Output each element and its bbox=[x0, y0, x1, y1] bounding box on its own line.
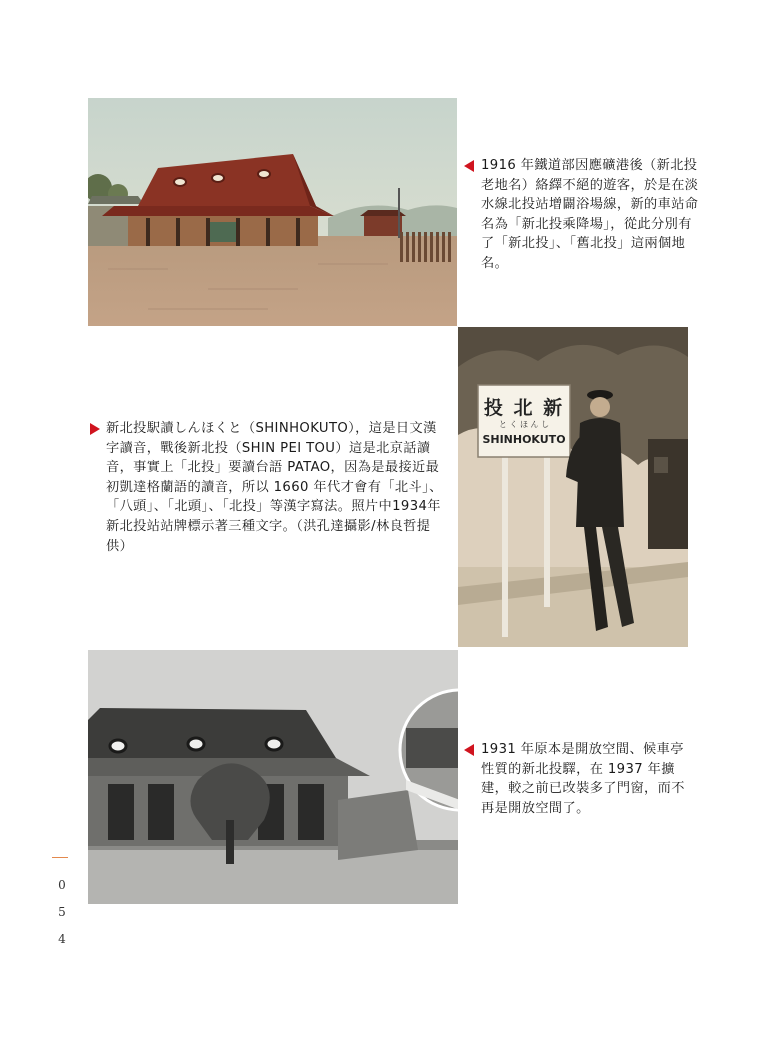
photo-1937-station bbox=[88, 650, 458, 904]
page-number-digit: 5 bbox=[58, 905, 66, 919]
caption-1916 bbox=[464, 156, 702, 274]
station-sign-romaji: SHINHOKUTO bbox=[482, 433, 566, 446]
red-pointer-left-icon bbox=[464, 160, 474, 172]
station-sign-kana: と く ほ ん し bbox=[498, 420, 550, 429]
red-pointer-left-icon bbox=[464, 744, 474, 756]
station-sign-kanji: 投 北 新 bbox=[483, 397, 565, 419]
photo-1934-sign-portrait bbox=[458, 327, 688, 647]
caption-shinhokuto-text: 新北投駅讀しんほくと（SHINHOKUTO），這是日文漢字讀音，戰後新北投（SHIN PEI TOU）這是北京話讀音，事實上「北投」要讀台語 PATAO，因為是最接近最初凱達格蘭語的讀音，所以 1660 年代才會有「北斗」、「八頭」、「北頭」、「北投」等漢字寫法。照片中1934年新北投站站牌標示著三種文字。（洪孔達攝影/林良哲提供） bbox=[106, 421, 443, 554]
caption-1916-text: 1916 年鐵道部因應礦港後（新北投老地名）絡繹不絕的遊客，於是在淡水線北投站增闢浴場線，新的車站命名為「新北投乘降場」，從此分別有了「新北投」、「舊北投」這兩個地名。 bbox=[481, 158, 699, 271]
caption-shinhokuto bbox=[90, 419, 448, 556]
caption-1931 bbox=[464, 740, 688, 818]
page-number-rule bbox=[52, 857, 68, 858]
page-number-digit: 4 bbox=[58, 932, 66, 946]
page-number-digit: 0 bbox=[58, 878, 66, 892]
photo-1916-station-postcard bbox=[88, 98, 457, 326]
red-pointer-right-icon bbox=[90, 423, 100, 435]
caption-1931-text: 1931 年原本是開放空間、候車亭性質的新北投驛，在 1937 年擴建，較之前已改裝多了門窗，而不再是開放空間了。 bbox=[481, 742, 685, 816]
